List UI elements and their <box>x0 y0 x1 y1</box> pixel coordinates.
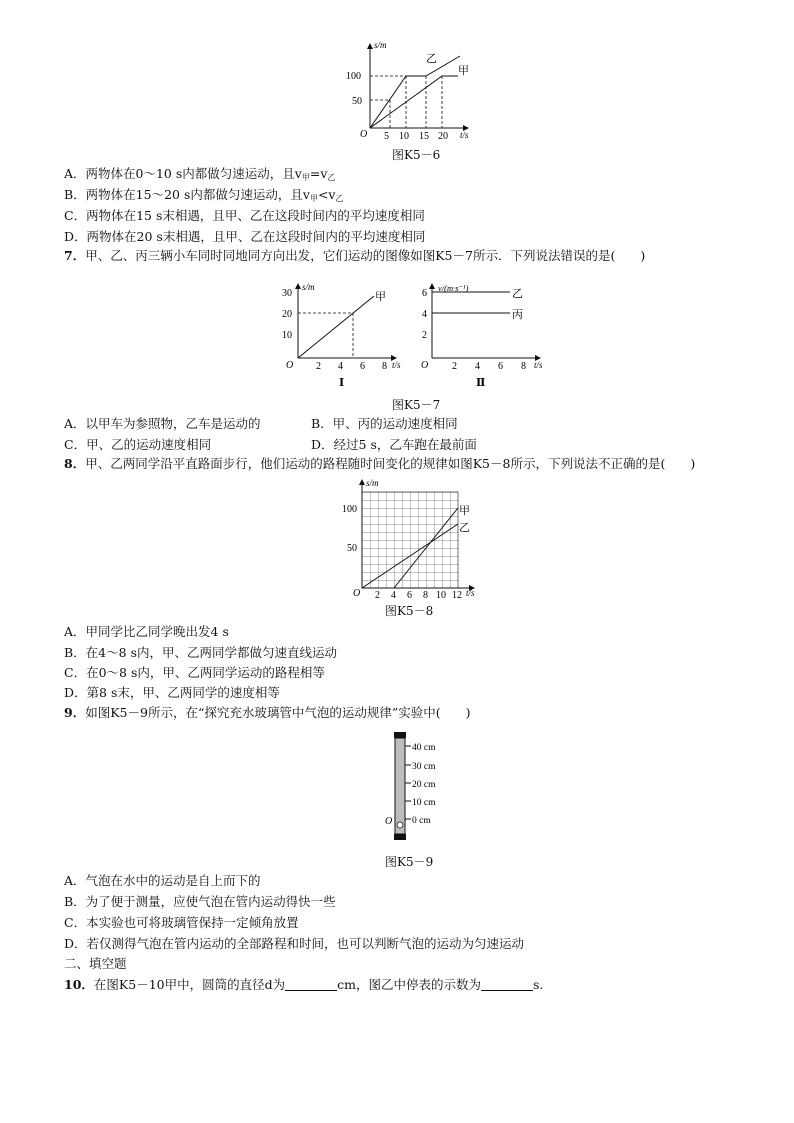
q7-option-a: A．以甲车为参照物，乙车是运动的 <box>64 416 261 431</box>
svg-text:2: 2 <box>316 361 321 372</box>
svg-text:30: 30 <box>282 288 292 299</box>
svg-text:6: 6 <box>498 361 503 372</box>
svg-text:O: O <box>286 360 294 371</box>
svg-text:4: 4 <box>422 309 427 320</box>
mark-20: 20 cm <box>412 780 436 790</box>
figure-k5-9-caption: 图K5－9 <box>385 855 434 869</box>
answer-blank-diameter[interactable] <box>285 978 337 991</box>
q7-option-c: C．甲、乙的运动速度相同 <box>64 437 212 452</box>
q9-option-c: C．本实验也可将玻璃管保持一定倾角放置 <box>64 915 299 930</box>
svg-text:O: O <box>421 360 429 371</box>
figure-k5-9-tube <box>370 732 470 844</box>
series-yi-label: 乙 <box>459 522 470 534</box>
q6-option-c: C．两物体在15 s末相遇，且甲、乙在这段时间内的平均速度相同 <box>64 208 425 223</box>
x-tick-10: 10 <box>399 131 409 142</box>
bubble <box>397 822 403 828</box>
q7-stem: 7．甲、乙、丙三辆小车同时同地同方向出发，它们运动的图像如图K5－7所示．下列说法错误的是( ) <box>64 248 646 263</box>
series-jia-line <box>370 76 458 128</box>
y-tick-50: 50 <box>352 96 362 107</box>
series-yi-label: 乙 <box>426 53 437 65</box>
q6-option-d: D．两物体在20 s末相遇，且甲、乙在这段时间内的平均速度相同 <box>64 229 426 244</box>
glass-tube <box>395 738 405 834</box>
mark-10: 10 cm <box>412 798 436 808</box>
series-bing-label: 丙 <box>512 309 523 321</box>
q7-option-b: B．甲、丙的运动速度相同 <box>311 416 458 431</box>
svg-text:10: 10 <box>436 590 446 601</box>
q10-stem: 10．在图K5－10甲中，圆筒的直径d为 cm，图乙中停表的示数为 s. <box>64 977 544 992</box>
x-tick-20: 20 <box>438 131 448 142</box>
figure-k5-7-caption: 图K5－7 <box>392 398 441 412</box>
svg-text:6: 6 <box>422 288 427 299</box>
series-jia-label: 甲 <box>458 65 469 77</box>
x-tick-15: 15 <box>419 131 429 142</box>
mark-30: 30 cm <box>412 762 436 772</box>
svg-text:4: 4 <box>391 590 396 601</box>
q8-stem: 8．甲、乙两同学沿平直路面步行，他们运动的路程随时间变化的规律如图K5－8所示，下列说法不正确的是( ) <box>64 456 696 471</box>
figure-k5-8-caption: 图K5－8 <box>385 604 434 618</box>
svg-text:50: 50 <box>347 543 357 554</box>
svg-text:t/s: t/s <box>466 588 475 598</box>
series-jia-line <box>298 296 374 358</box>
svg-text:8: 8 <box>521 361 526 372</box>
svg-text:6: 6 <box>360 361 365 372</box>
grid <box>362 492 458 588</box>
svg-text:2: 2 <box>422 330 427 341</box>
q6-option-b: B．两物体在15～20 s内都做匀速运动，且$v_甲<v_乙$ <box>64 187 344 203</box>
series-jia-label: 甲 <box>459 505 470 517</box>
q9-option-a: A．气泡在水中的运动是自上而下的 <box>64 873 261 888</box>
svg-text:4: 4 <box>338 361 343 372</box>
chart-1-label: Ⅰ <box>339 377 345 389</box>
svg-text:v/(m·s⁻¹): v/(m·s⁻¹) <box>438 283 469 293</box>
q6-option-a: A．两物体在0～10 s内都做匀速运动，且$v_甲=v_乙$ <box>64 166 336 182</box>
svg-text:8: 8 <box>382 361 387 372</box>
q8-option-a: A．甲同学比乙同学晚出发4 s <box>64 624 229 639</box>
series-jia-label: 甲 <box>375 291 386 303</box>
svg-text:2: 2 <box>452 361 457 372</box>
figure-k5-6-caption: 图K5－6 <box>392 148 441 162</box>
svg-text:t/s: t/s <box>534 360 543 370</box>
figure-k5-7-chart-2 <box>418 282 548 390</box>
svg-text:O: O <box>353 588 361 599</box>
svg-text:s/m: s/m <box>366 478 379 488</box>
y-tick-100: 100 <box>346 71 361 82</box>
figure-k5-6 <box>340 38 490 146</box>
q8-option-b: B．在4～8 s内，甲、乙两同学都做匀速直线运动 <box>64 645 337 660</box>
svg-text:2: 2 <box>375 590 380 601</box>
section-fill-in-title: 二、填空题 <box>64 956 127 971</box>
svg-text:t/s: t/s <box>392 360 401 370</box>
svg-text:4: 4 <box>475 361 480 372</box>
x-tick-5: 5 <box>384 131 389 142</box>
svg-text:100: 100 <box>342 504 357 515</box>
svg-text:10: 10 <box>282 330 292 341</box>
q9-option-b: B．为了便于测量，应使气泡在管内运动得快一些 <box>64 894 336 909</box>
figure-k5-7-chart-1 <box>276 282 406 390</box>
svg-text:8: 8 <box>423 590 428 601</box>
tube-cap-bottom <box>394 834 406 840</box>
svg-text:6: 6 <box>407 590 412 601</box>
series-yi-line <box>370 56 460 128</box>
q8-option-d: D．第8 s末，甲、乙两同学的速度相等 <box>64 685 280 700</box>
svg-text:s/m: s/m <box>302 282 315 292</box>
mark-0: 0 cm <box>412 816 431 826</box>
y-axis-label: s/m <box>374 40 387 50</box>
origin-label: O <box>385 816 393 827</box>
origin-label: O <box>360 129 368 140</box>
figure-k5-8 <box>340 478 480 602</box>
q9-stem: 9．如图K5－9所示，在“探究充水玻璃管中气泡的运动规律”实验中( ) <box>64 705 471 720</box>
tube-cap-top <box>394 732 406 738</box>
chart-2-label: Ⅱ <box>476 377 486 389</box>
q7-option-d: D．经过5 s，乙车跑在最前面 <box>311 437 477 452</box>
series-yi-label: 乙 <box>512 288 523 300</box>
mark-40: 40 cm <box>412 743 436 753</box>
q9-option-d: D．若仅测得气泡在管内运动的全部路程和时间，也可以判断气泡的运动为匀速运动 <box>64 936 525 951</box>
x-axis-label: t/s <box>460 130 469 140</box>
svg-text:12: 12 <box>452 590 462 601</box>
q8-option-c: C．在0～8 s内，甲、乙两同学运动的路程相等 <box>64 665 325 680</box>
svg-text:20: 20 <box>282 309 292 320</box>
answer-blank-stopwatch[interactable] <box>481 978 533 991</box>
